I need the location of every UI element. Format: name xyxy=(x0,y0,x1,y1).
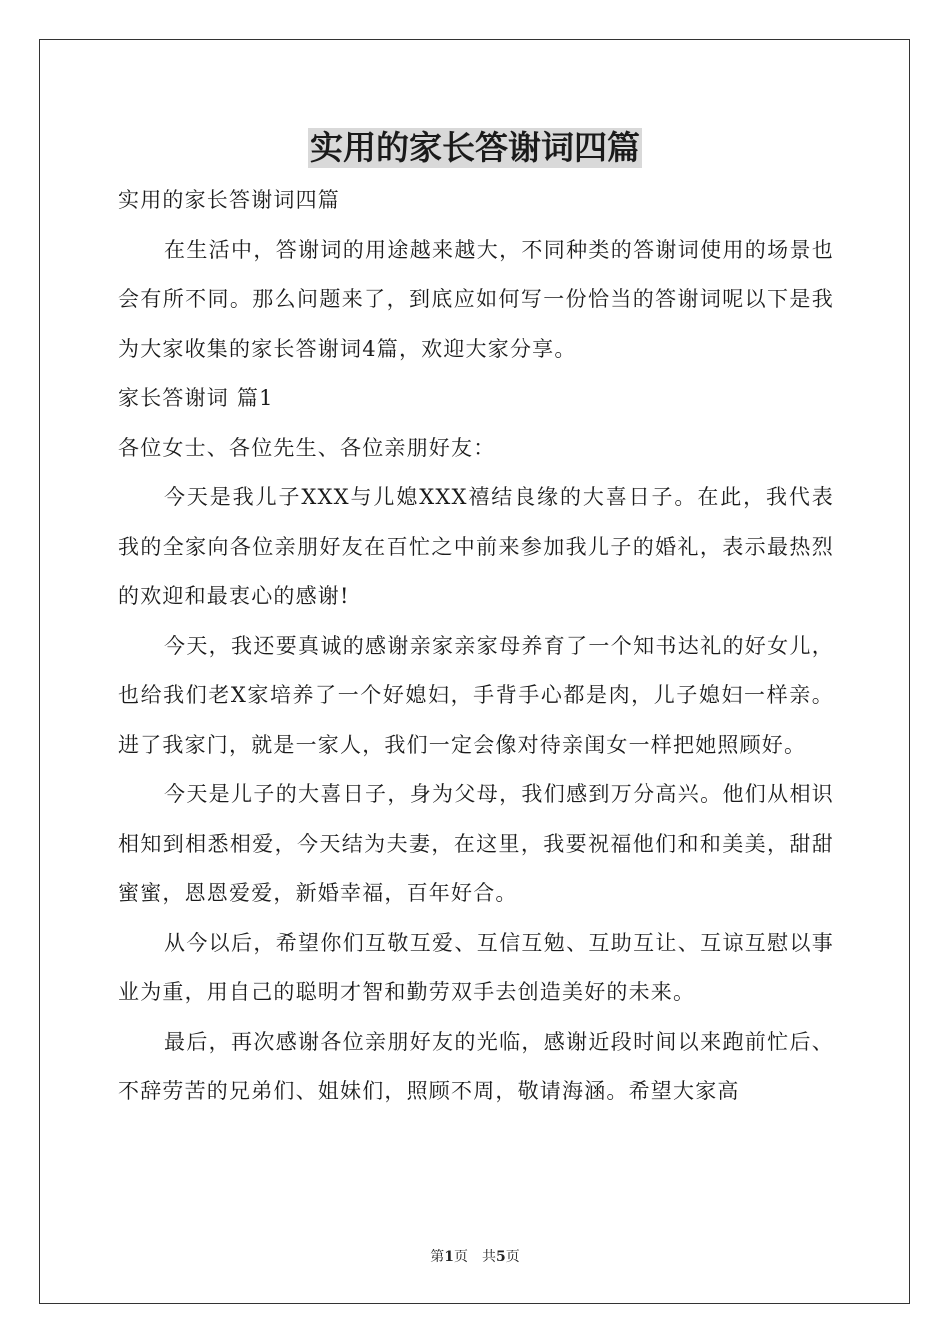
total-prefix: 共 xyxy=(482,1249,496,1265)
paragraph-body: 最后，再次感谢各位亲朋好友的光临，感谢近段时间以来跑前忙后、不辞劳苦的兄弟们、姐妹们，照顾不周，敬请海涵。希望大家高 xyxy=(118,1029,834,1103)
paragraph-body: 今天是我儿子XXX与儿媳XXX禧结良缘的大喜日子。在此，我代表我的全家向各位亲朋好友在百忙之中前来参加我儿子的婚礼，表示最热烈的欢迎和最衷心的感谢! xyxy=(118,485,834,608)
document-title-text: 实用的家长答谢词四篇 xyxy=(310,128,640,167)
paragraph-intro: 在生活中，答谢词的用途越来越大，不同种类的答谢词使用的场景也会有所不同。那么问题来了，到底应如何写一份恰当的答谢词呢以下是我为大家收集的家长答谢词4篇，欢迎大家分享。 xyxy=(118,237,834,361)
paragraph-subtitle: 实用的家长答谢词四篇 xyxy=(118,188,340,212)
document-body xyxy=(118,176,834,1117)
paragraph-section-heading: 家长答谢词 篇1 xyxy=(118,386,274,410)
document-title xyxy=(0,128,950,168)
page-suffix: 页 xyxy=(454,1249,468,1265)
page-footer xyxy=(0,1246,950,1266)
paragraph-body: 今天是儿子的大喜日子，身为父母，我们感到万分高兴。他们从相识相知到相悉相爱，今天结为夫妻，在这里，我要祝福他们和和美美，甜甜蜜蜜，恩恩爱爱，新婚幸福，百年好合。 xyxy=(118,782,834,905)
total-pages: 5 xyxy=(496,1249,506,1265)
total-suffix: 页 xyxy=(505,1249,520,1265)
page-number: 1 xyxy=(444,1249,454,1265)
page-prefix: 第 xyxy=(430,1249,445,1265)
paragraph-salutation: 各位女士、各位先生、各位亲朋好友： xyxy=(118,435,496,460)
paragraph-body: 今天，我还要真诚的感谢亲家亲家母养育了一个知书达礼的好女儿，也给我们老X家培养了一个好媳妇，手背手心都是肉，儿子媳妇一样亲。进了我家门，就是一家人，我们一定会像对待亲闺女一样把她照顾好。 xyxy=(118,633,834,757)
paragraph-body: 从今以后，希望你们互敬互爱、互信互勉、互助互让、互谅互慰以事业为重，用自己的聪明才智和勤劳双手去创造美好的未来。 xyxy=(118,930,834,1004)
